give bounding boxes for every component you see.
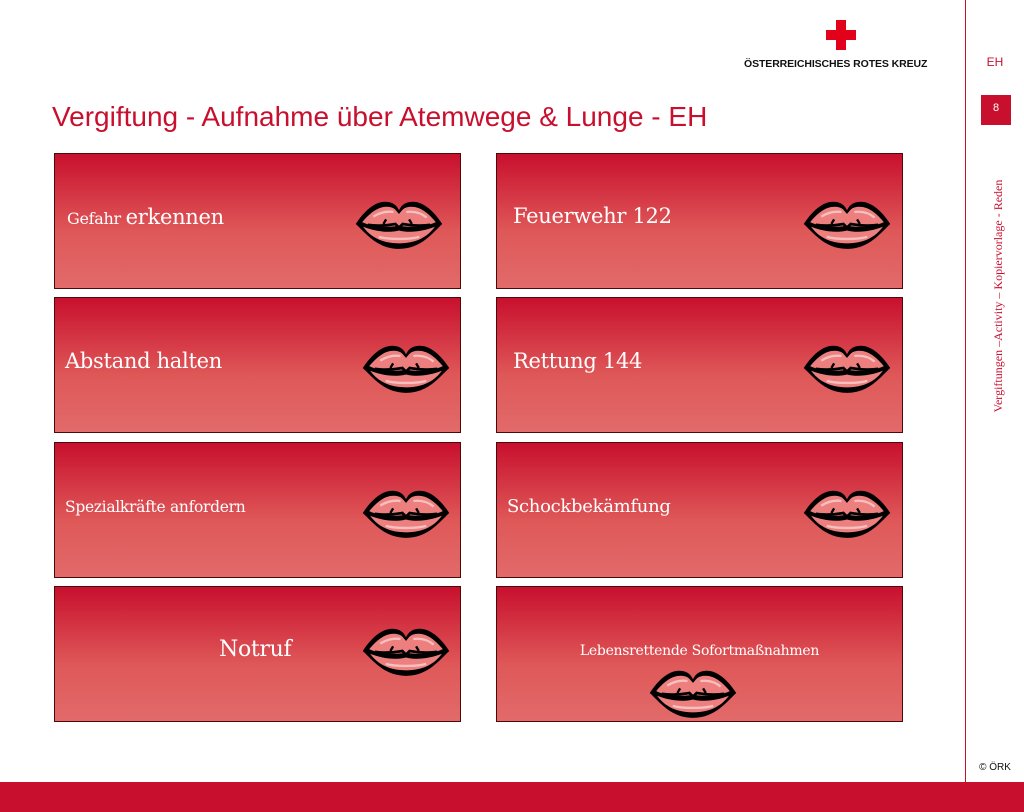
card-label: Lebensrettende Sofortmaßnahmen: [579, 643, 820, 659]
card-lebensrettende-sofortmassnahmen[interactable]: [496, 586, 903, 722]
card-notruf[interactable]: [54, 586, 461, 722]
lips-icon: [353, 196, 445, 252]
lips-icon: [360, 485, 452, 541]
lips-icon: [647, 665, 739, 721]
lips-icon: [801, 340, 893, 396]
page-number-badge: 8: [981, 95, 1011, 125]
card-abstand-halten[interactable]: [54, 297, 461, 433]
card-label: Schockbekämfung: [507, 496, 671, 517]
sidebar-divider: [965, 0, 966, 782]
organization-logo-text: ÖSTERREICHISCHES ROTES KREUZ: [744, 58, 928, 70]
card-label: Rettung 144: [513, 349, 643, 373]
copyright-text: © ÖRK: [979, 762, 1011, 773]
footer-bar: [0, 782, 1024, 812]
card-label: Gefahr erkennen: [67, 205, 224, 229]
card-gefahr-erkennen[interactable]: [54, 153, 461, 289]
card-label: Abstand halten: [65, 349, 222, 373]
card-label: Feuerwehr 122: [513, 204, 672, 228]
lips-icon: [801, 485, 893, 541]
red-cross-logo-icon: [826, 20, 856, 50]
sidebar-vertical-caption: Vergiftungen –Activity – Kopiervorlage - Reden: [991, 179, 1005, 413]
card-spezialkraefte[interactable]: [54, 442, 461, 578]
lips-icon: [360, 623, 452, 679]
lips-icon: [360, 340, 452, 396]
card-label: Notruf: [219, 637, 292, 662]
lips-icon: [801, 196, 893, 252]
card-feuerwehr[interactable]: [496, 153, 903, 289]
page-title: Vergiftung - Aufnahme über Atemwege & Lunge - EH: [52, 101, 708, 132]
sidebar-label: EH: [986, 55, 1004, 69]
card-label: Spezialkräfte anfordern: [65, 498, 246, 516]
card-rettung[interactable]: [496, 297, 903, 433]
card-schockbekaempfung[interactable]: [496, 442, 903, 578]
